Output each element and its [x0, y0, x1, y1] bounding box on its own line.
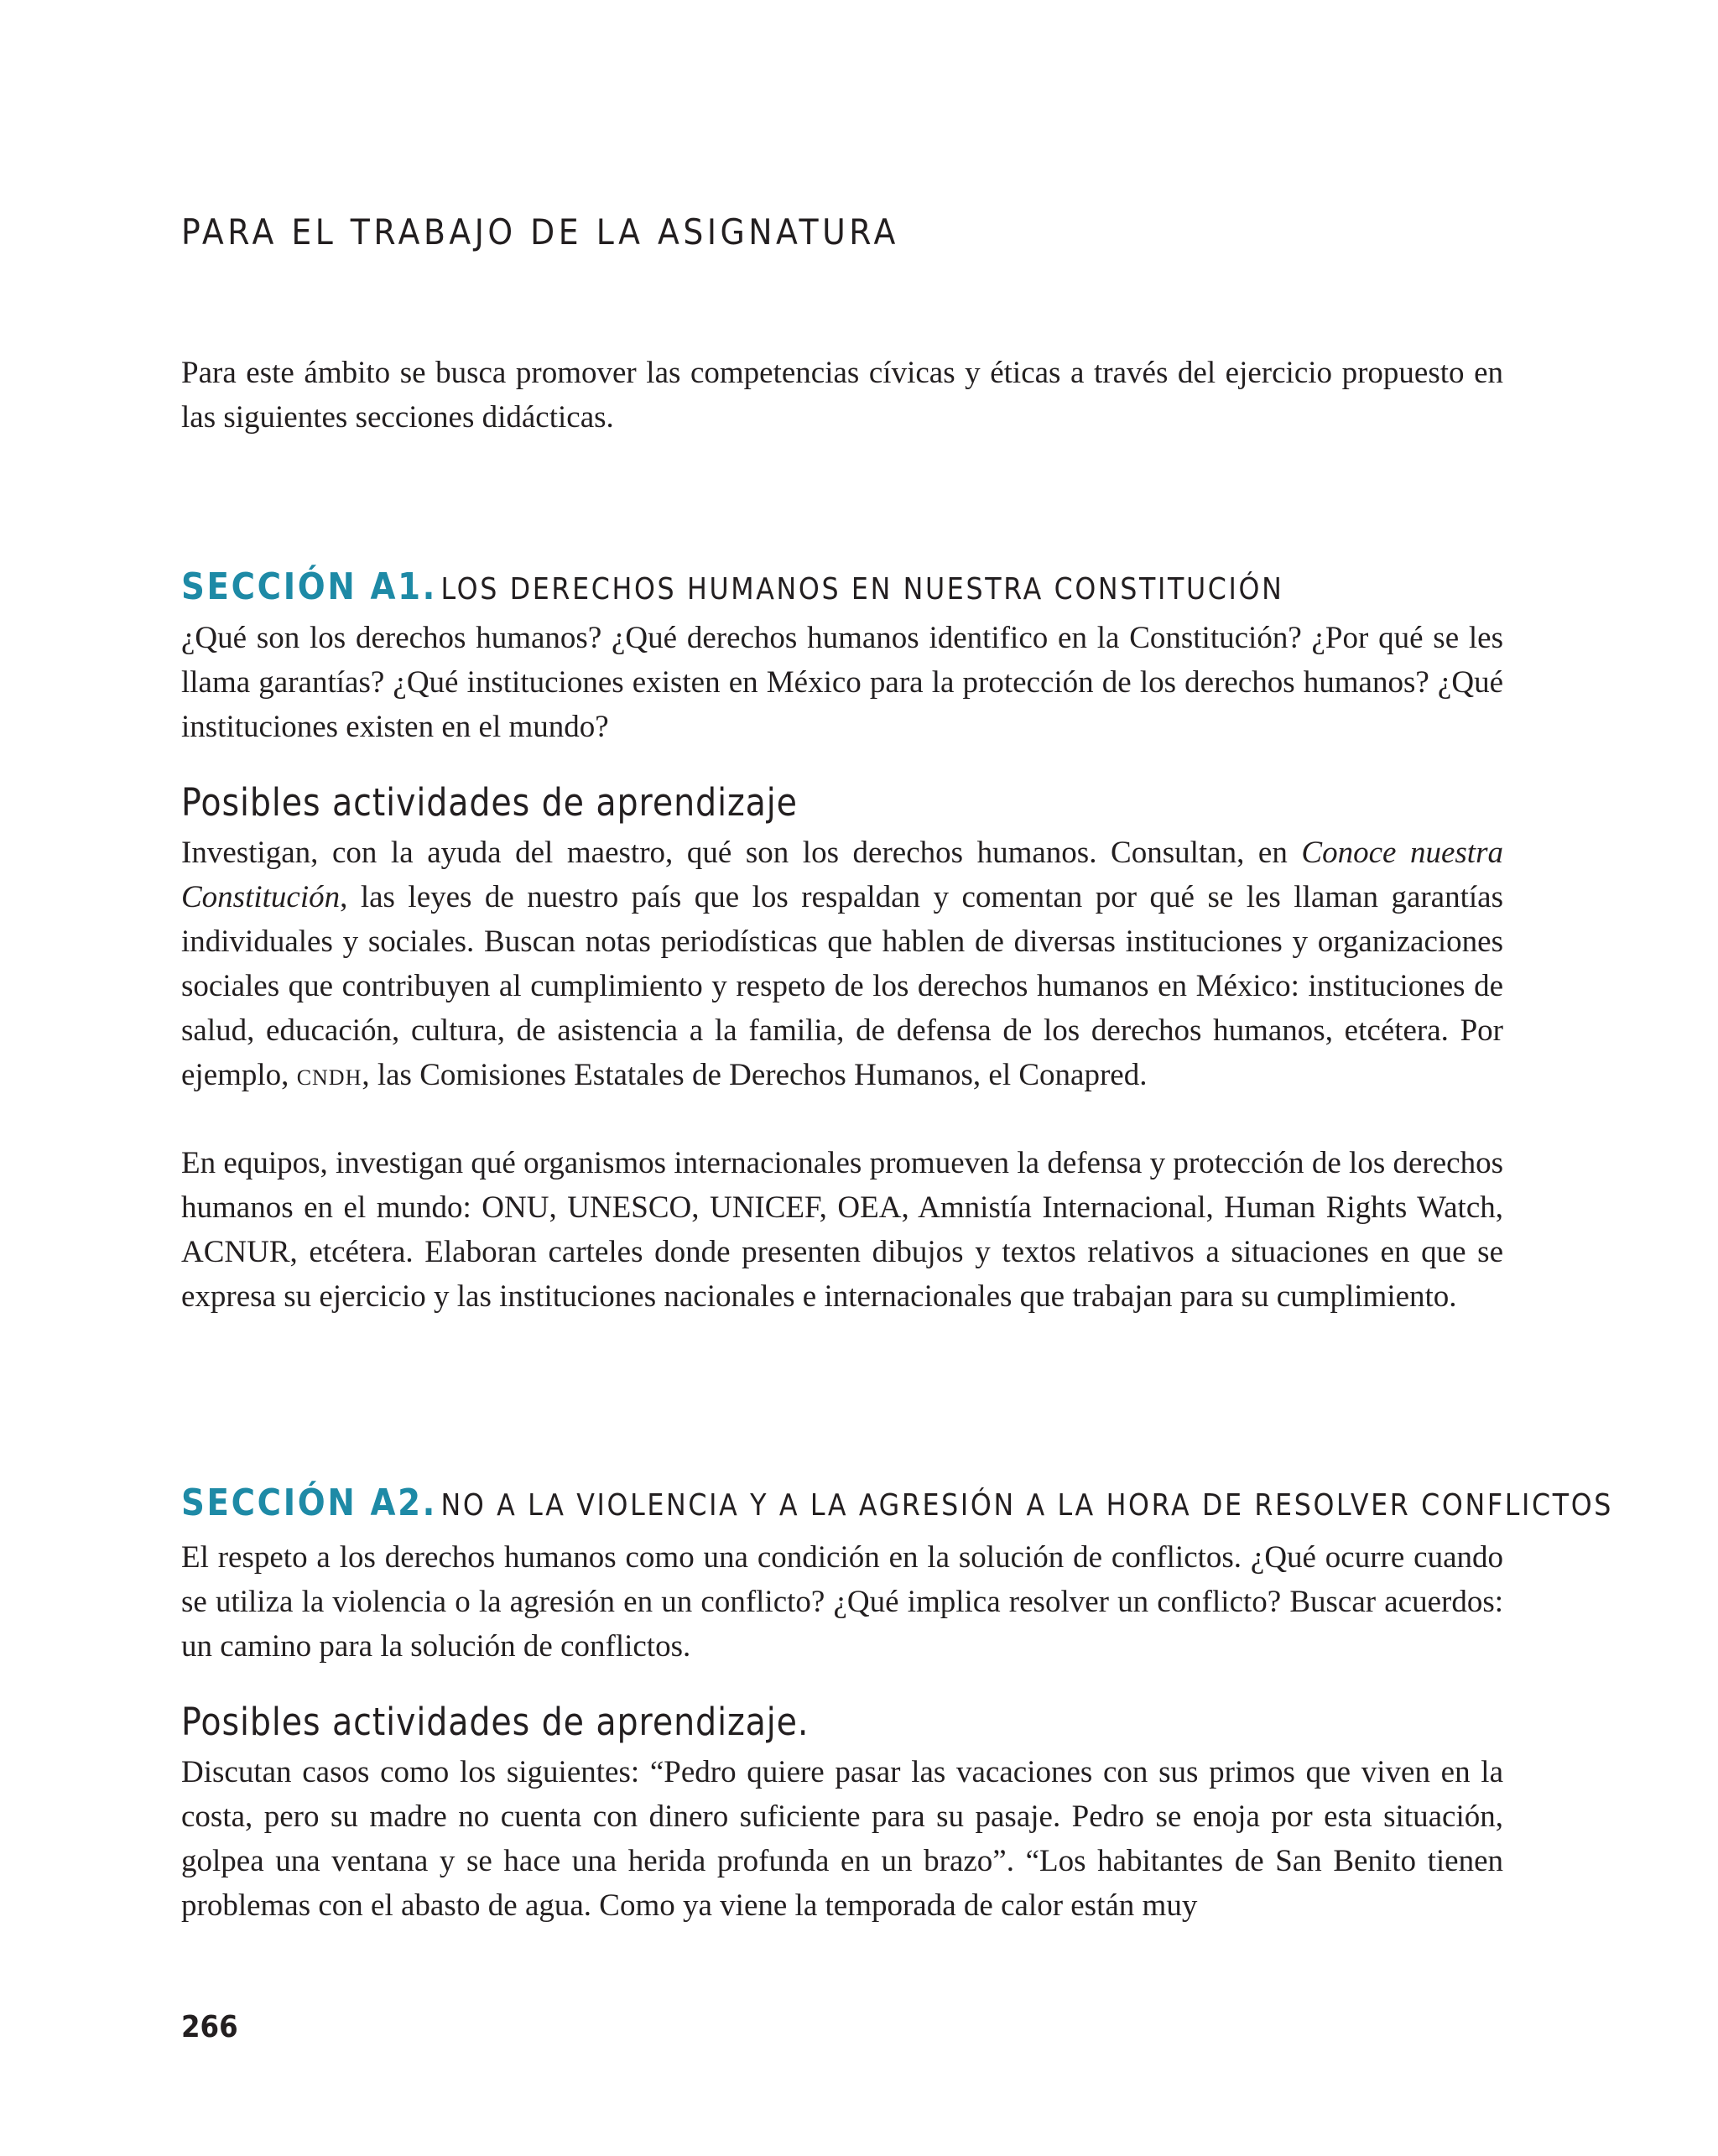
section-a1-p1-book-title: Conoce nuestra Constitución [181, 836, 1503, 914]
page-number: 266 [181, 2010, 238, 2044]
section-a1-code: SECCIÓN A1. [181, 565, 438, 608]
section-a1-questions: ¿Qué son los derechos humanos? ¿Qué derechos humanos identifico en la Constitución? ¿Por qué se les llama garantías? ¿Qué instituciones existen en México para la protección de los derechos humanos? ¿Qué instituciones existen en el mundo? [181, 621, 1503, 744]
section-a2-subtitle: NO A LA VIOLENCIA Y A LA AGRESIÓN A LA HORA DE RESOLVER CONFLICTOS [440, 1488, 1614, 1523]
section-a2-activities-heading: Posibles actividades de aprendizaje. [181, 1700, 810, 1744]
intro-paragraph: Para este ámbito se busca promover las competencias cívicas y éticas a través del ejercicio propuesto en las siguientes secciones didácticas. [181, 356, 1503, 435]
section-a2-heading [181, 1478, 1613, 1536]
section-a1-activities-paragraph-1 [181, 831, 1503, 1097]
section-a1-p1-part-a: Investigan, con la ayuda del maestro, qué son los derechos humanos. Consultan, en [181, 836, 1302, 870]
section-a2-questions: El respeto a los derechos humanos como una condición en la solución de conflictos. ¿Qué ocurre cuando se utiliza la violencia o la agresión en un conflicto? ¿Qué implica resolver un conflicto? Buscar acuerdos: un camino para la solución de conflictos. [181, 1540, 1503, 1664]
section-a2-activities-paragraph-1: Discutan casos como los siguientes: “Pedro quiere pasar las vacaciones con sus primos que viven en la costa, pero su madre no cuenta con dinero suficiente para su pasaje. Pedro se enoja por esta situación, golpea una ventana y se hace una herida profunda en un brazo”. “Los habitantes de San Benito tienen problemas con el abasto de agua. Como ya viene la temporada de calor están muy [181, 1755, 1503, 1923]
section-a1-p1-part-b: , las leyes de nuestro país que los respaldan y comentan por qué se les llaman garantías individuales y sociales. Buscan notas periodísticas que hablen de diversas instituciones y organizaciones sociales que contribuyen al cumplimiento y respeto de los derechos humanos en México: instituciones de salud, educación, cultura, de asistencia a la familia, de defensa de los derechos humanos, etcétera. Por ejemplo, [181, 880, 1503, 1092]
section-a1-heading [181, 562, 1283, 620]
section-a2-code: SECCIÓN A2. [181, 1482, 438, 1524]
section-a1-activities-paragraph-2: En equipos, investigan qué organismos internacionales promueven la defensa y protección de los derechos humanos en el mundo: ONU, UNESCO, UNICEF, OEA, Amnistía Internacional, Human Rights Watch, ACNUR, etcétera. Elaboran carteles donde presenten dibujos y textos relativos a situaciones en que se expresa su ejercicio y las instituciones nacionales e internacionales que trabajan para su cumplimiento. [181, 1146, 1503, 1314]
section-a1-activities-heading: Posibles actividades de aprendizaje [181, 780, 798, 825]
section-a1-p1-part-c: , las Comisiones Estatales de Derechos Humanos, el Conapred. [362, 1058, 1148, 1092]
page-title: PARA EL TRABAJO DE LA ASIGNATURA [181, 211, 899, 253]
section-a1-subtitle: LOS DERECHOS HUMANOS EN NUESTRA CONSTITUCIÓN [440, 572, 1284, 607]
section-a1-p1-acronym: cndh [296, 1058, 362, 1092]
